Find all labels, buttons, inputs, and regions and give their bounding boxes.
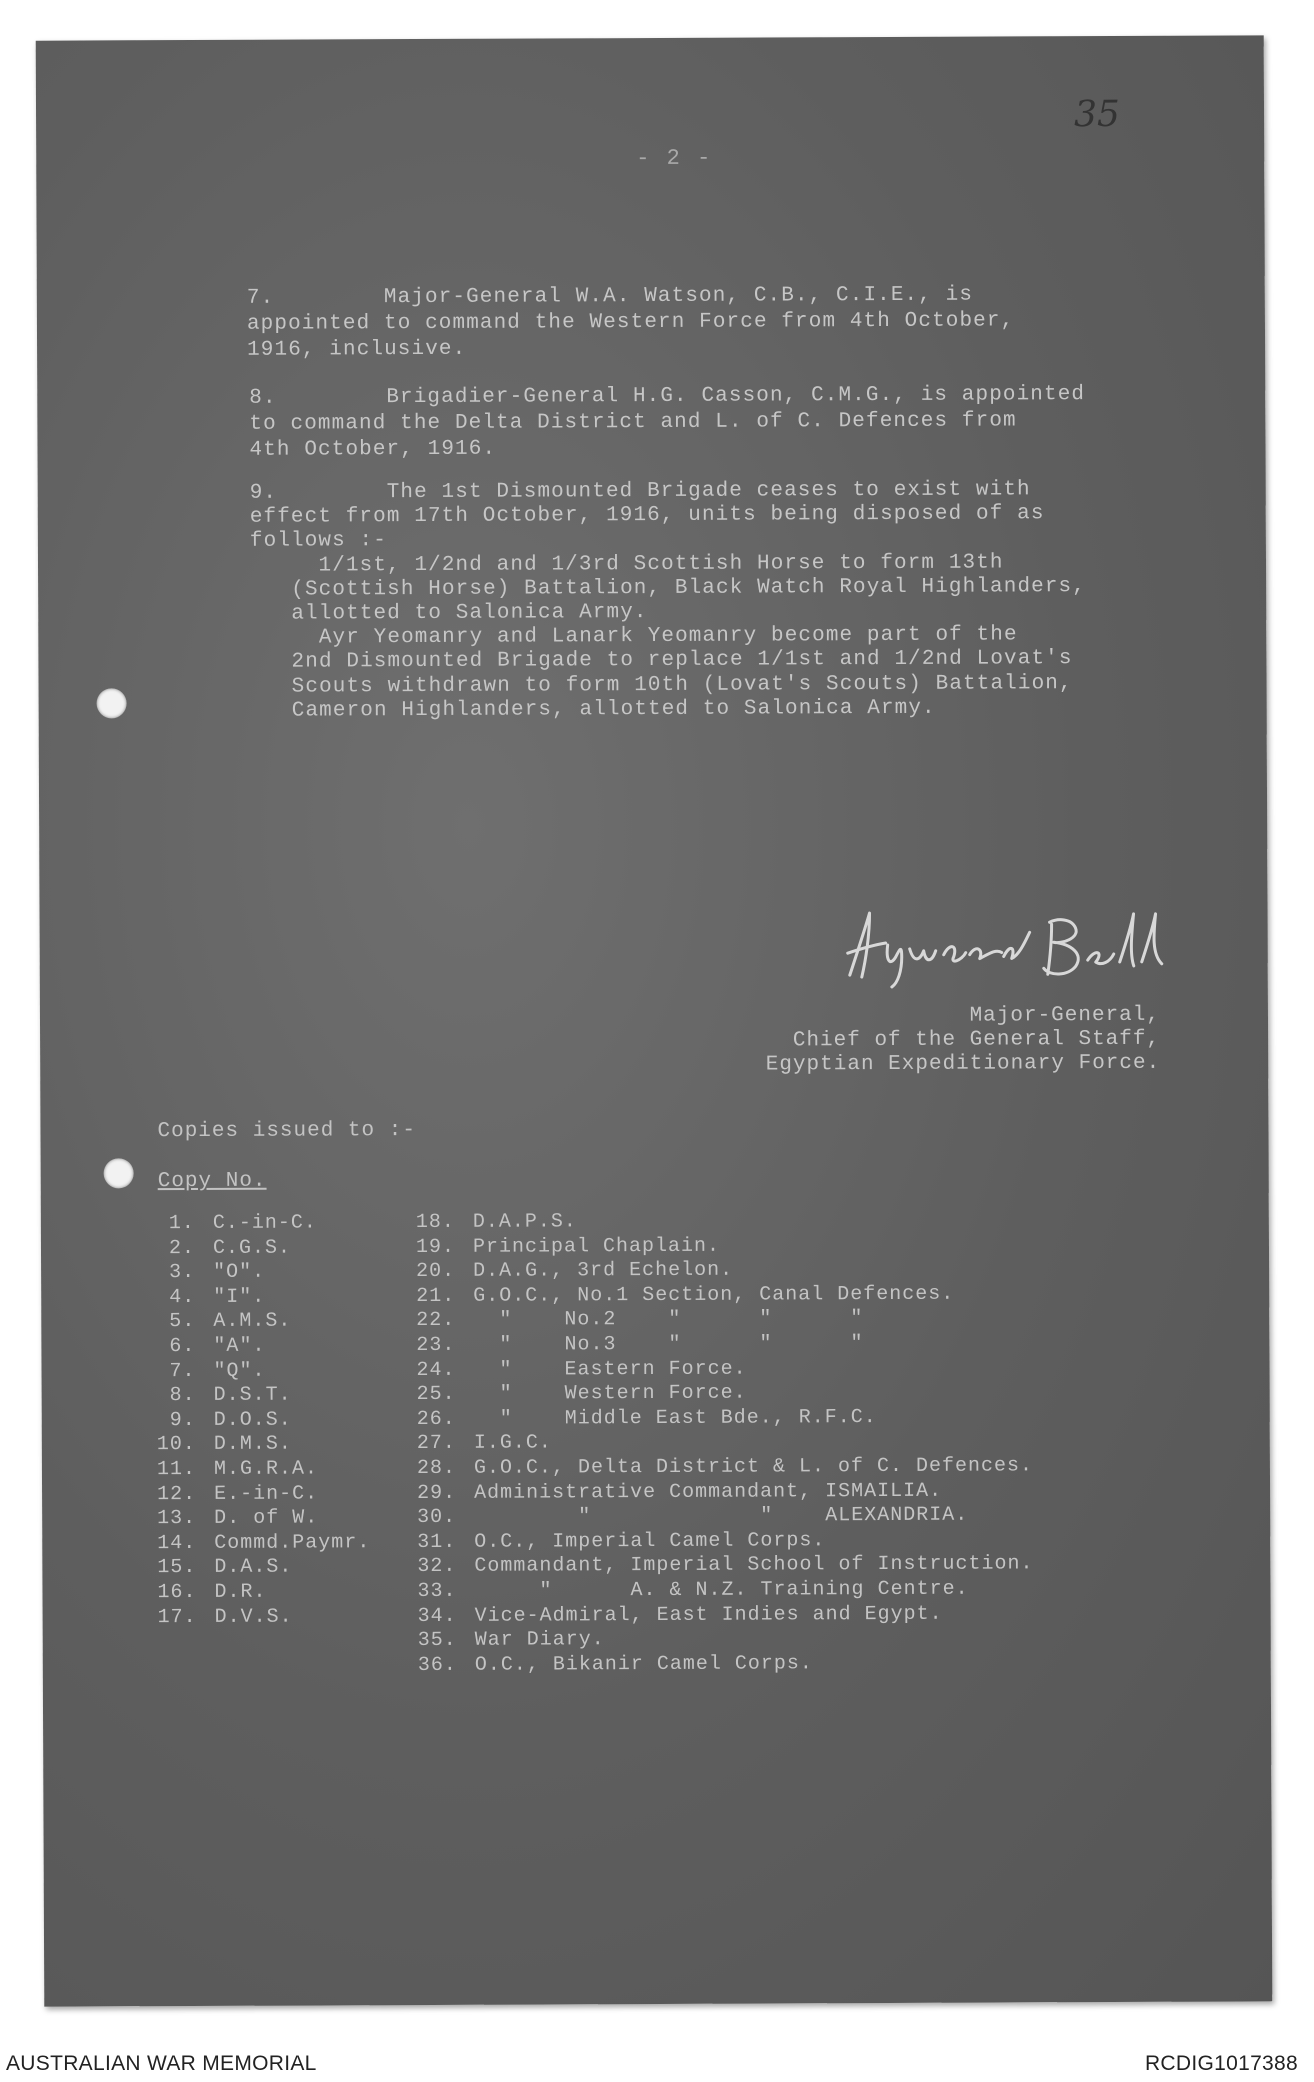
copy-number: 23.: [416, 1333, 456, 1358]
recipient: C.G.S.: [212, 1236, 292, 1260]
copy-number: 28.: [416, 1456, 457, 1480]
text-line: (Scottish Horse) Battalion, Black Watch Royal Highlanders,: [250, 574, 1086, 602]
copies-issued-label: Copies issued to :-: [157, 1119, 416, 1144]
distribution-item: [393, 1258, 1032, 1285]
recipient: " No.2 " " ": [473, 1307, 864, 1333]
recipient: A.M.S.: [213, 1309, 292, 1334]
signature-title: Chief of the General Staff,: [792, 1027, 1161, 1053]
recipient: "O".: [213, 1260, 266, 1285]
distribution-item: [394, 1577, 1033, 1604]
copy-number: 4.: [169, 1285, 196, 1309]
distribution-item: [393, 1282, 1032, 1309]
copy-number: 35.: [417, 1628, 457, 1653]
distribution-item: [393, 1307, 1032, 1334]
page-number: - 2 -: [636, 145, 713, 172]
copy-number: 25.: [416, 1383, 456, 1407]
copy-number: 9.: [169, 1408, 196, 1432]
copy-number: 3.: [169, 1261, 196, 1285]
recipient: " Middle East Bde., R.F.C.: [473, 1405, 877, 1431]
distribution-item: [394, 1430, 1033, 1457]
distribution-item: [134, 1383, 370, 1409]
copy-number-heading: Copy No.: [157, 1169, 267, 1194]
distribution-item: [394, 1454, 1033, 1481]
copy-number: 20.: [416, 1260, 456, 1284]
copy-number: 6.: [169, 1334, 196, 1359]
recipient: " " ALEXANDRIA.: [474, 1503, 969, 1529]
copy-number: 16.: [157, 1580, 197, 1605]
text-line: Scouts withdrawn to form 10th (Lovat's Scouts) Battalion,: [250, 671, 1073, 699]
recipient: " No.3 " " ": [473, 1332, 864, 1357]
recipient: D.A.G., 3rd Echelon.: [473, 1258, 734, 1283]
copy-number: 32.: [417, 1555, 457, 1579]
recipient: Commd.Paymr.: [214, 1530, 371, 1555]
text-line: 4th October, 1916.: [249, 437, 497, 462]
text-line: 1916, inclusive.: [247, 337, 467, 362]
distribution-item: [134, 1580, 370, 1606]
distribution-item: [394, 1405, 1033, 1432]
copy-number: 30.: [417, 1505, 457, 1530]
recipient: O.C., Imperial Camel Corps.: [474, 1528, 826, 1554]
document-sheet: [36, 35, 1273, 2006]
copy-number: 1.: [168, 1212, 195, 1236]
copy-number: 36.: [417, 1653, 457, 1677]
text-line: Cameron Highlanders, allotted to Salonica Army.: [250, 696, 936, 723]
distribution-item: [394, 1381, 1033, 1408]
recipient: War Diary.: [474, 1628, 605, 1652]
paragraph-7: [247, 282, 1015, 363]
copy-number: 2.: [168, 1236, 196, 1260]
distribution-item: [395, 1651, 1034, 1678]
copy-number: 12.: [156, 1482, 197, 1506]
text-line: 8. Brigadier-General H.G. Casson, C.M.G., is appointed: [249, 383, 1086, 410]
distribution-item: [133, 1236, 369, 1262]
distribution-item: [393, 1331, 1032, 1358]
copy-number: 18.: [415, 1210, 455, 1235]
recipient: Administrative Commandant, ISMAILIA.: [474, 1479, 943, 1505]
signature-block: [720, 1004, 1160, 1078]
distribution-item: [395, 1602, 1034, 1629]
distribution-item: [394, 1553, 1033, 1580]
punch-hole: [97, 688, 127, 718]
recipient: "Q".: [213, 1359, 266, 1383]
copy-number: 13.: [157, 1507, 197, 1531]
signature-unit: Egyptian Expeditionary Force.: [765, 1051, 1161, 1077]
copy-number: 11.: [156, 1457, 197, 1482]
signature-rank: Major-General,: [969, 1003, 1161, 1028]
recipient: C.-in-C.: [212, 1211, 317, 1235]
distribution-item: [134, 1482, 370, 1508]
handwritten-signature: [839, 904, 1184, 994]
copy-number: 7.: [169, 1359, 196, 1383]
text-line: 7. Major-General W.A. Watson, C.B., C.I.E., is: [246, 283, 974, 310]
folio-number: 35: [1073, 93, 1120, 136]
recipient: G.O.C., Delta District & L. of C. Defences.: [473, 1454, 1034, 1480]
recipient: Commandant, Imperial School of Instruction.: [474, 1552, 1034, 1579]
recipient: D.A.S.: [214, 1555, 293, 1580]
distribution-item: [134, 1408, 370, 1434]
distribution-item: [134, 1457, 370, 1483]
recipient: M.G.R.A.: [213, 1457, 319, 1481]
recipient: D.S.T.: [213, 1383, 292, 1408]
copy-number: 29.: [416, 1481, 457, 1505]
text-line: 1/1st, 1/2nd and 1/3rd Scottish Horse to form 13th: [249, 551, 1004, 578]
recipient: "A".: [213, 1334, 266, 1358]
copy-number: 14.: [157, 1531, 197, 1555]
recipient: I.G.C.: [473, 1431, 552, 1456]
text-line: Ayr Yeomanry and Lanark Yeomanry become part of the: [250, 623, 1018, 650]
distribution-list-right: [393, 1208, 1034, 1678]
recipient: D.A.P.S.: [472, 1210, 577, 1234]
recipient: Principal Chaplain.: [472, 1234, 721, 1259]
copy-number: 5.: [169, 1310, 196, 1334]
text-line: appointed to command the Western Force from 4th October,: [246, 309, 1015, 336]
distribution-item: [133, 1334, 369, 1360]
recipient: " Eastern Force.: [473, 1357, 747, 1382]
copy-number: 26.: [416, 1407, 456, 1431]
distribution-item: [393, 1208, 1032, 1235]
recipient: D.O.S.: [213, 1408, 292, 1432]
distribution-item: [393, 1356, 1032, 1383]
paragraph-9: [250, 478, 1087, 724]
text-line: to command the Delta District and L. of C. Defences from: [249, 409, 1017, 436]
recipient: E.-in-C.: [214, 1482, 319, 1506]
distribution-item: [133, 1310, 369, 1336]
text-line: 2nd Dismounted Brigade to replace 1/1st and 1/2nd Lovat's: [250, 647, 1073, 675]
copy-number: 34.: [417, 1604, 457, 1628]
distribution-item: [134, 1556, 370, 1582]
distribution-item: [394, 1479, 1033, 1506]
distribution-item: [134, 1433, 370, 1459]
distribution-item: [395, 1626, 1034, 1653]
recipient: " Western Force.: [473, 1381, 747, 1406]
distribution-item: [134, 1506, 370, 1532]
footer-item-id: RCDIG1017388: [1144, 2052, 1298, 2075]
distribution-item: [135, 1605, 371, 1631]
recipient: D.R.: [214, 1580, 267, 1604]
copy-number: 15.: [157, 1556, 197, 1580]
distribution-item: [134, 1531, 370, 1557]
copy-number: 27.: [416, 1432, 456, 1456]
recipient: Vice-Admiral, East Indies and Egypt.: [474, 1602, 943, 1628]
text-line: effect from 17th October, 1916, units being disposed of as: [249, 502, 1045, 529]
recipient: "I".: [213, 1285, 266, 1309]
text-line: follows :-: [249, 529, 387, 554]
distribution-item: [133, 1285, 369, 1311]
distribution-item: [393, 1233, 1032, 1260]
distribution-item: [394, 1503, 1033, 1530]
paragraph-8: [249, 382, 1085, 464]
footer-source-label: AUSTRALIAN WAR MEMORIAL: [6, 2052, 317, 2075]
distribution-list-left: [133, 1211, 371, 1630]
distribution-item: [133, 1359, 369, 1385]
copy-number: 31.: [417, 1530, 457, 1554]
copy-number: 33.: [417, 1579, 457, 1603]
punch-hole: [104, 1158, 134, 1188]
distribution-item: [133, 1260, 369, 1286]
copy-number: 8.: [169, 1384, 196, 1408]
distribution-item: [394, 1528, 1033, 1555]
text-line: 9. The 1st Dismounted Brigade ceases to exist with: [249, 478, 1031, 505]
text-line: allotted to Salonica Army.: [250, 601, 648, 626]
copy-number: 17.: [157, 1605, 197, 1629]
copy-number: 19.: [415, 1235, 456, 1259]
recipient: O.C., Bikanir Camel Corps.: [474, 1652, 813, 1677]
distribution-item: [133, 1211, 369, 1237]
copy-number: 21.: [416, 1284, 456, 1308]
copy-number: 24.: [416, 1358, 456, 1382]
recipient: D.V.S.: [214, 1605, 293, 1629]
recipient: " A. & N.Z. Training Centre.: [474, 1577, 969, 1603]
copy-number: 22.: [416, 1309, 456, 1333]
recipient: D. of W.: [214, 1506, 319, 1531]
copy-number: 10.: [156, 1433, 196, 1457]
recipient: D.M.S.: [213, 1432, 292, 1457]
recipient: G.O.C., No.1 Section, Canal Defences.: [473, 1282, 955, 1308]
